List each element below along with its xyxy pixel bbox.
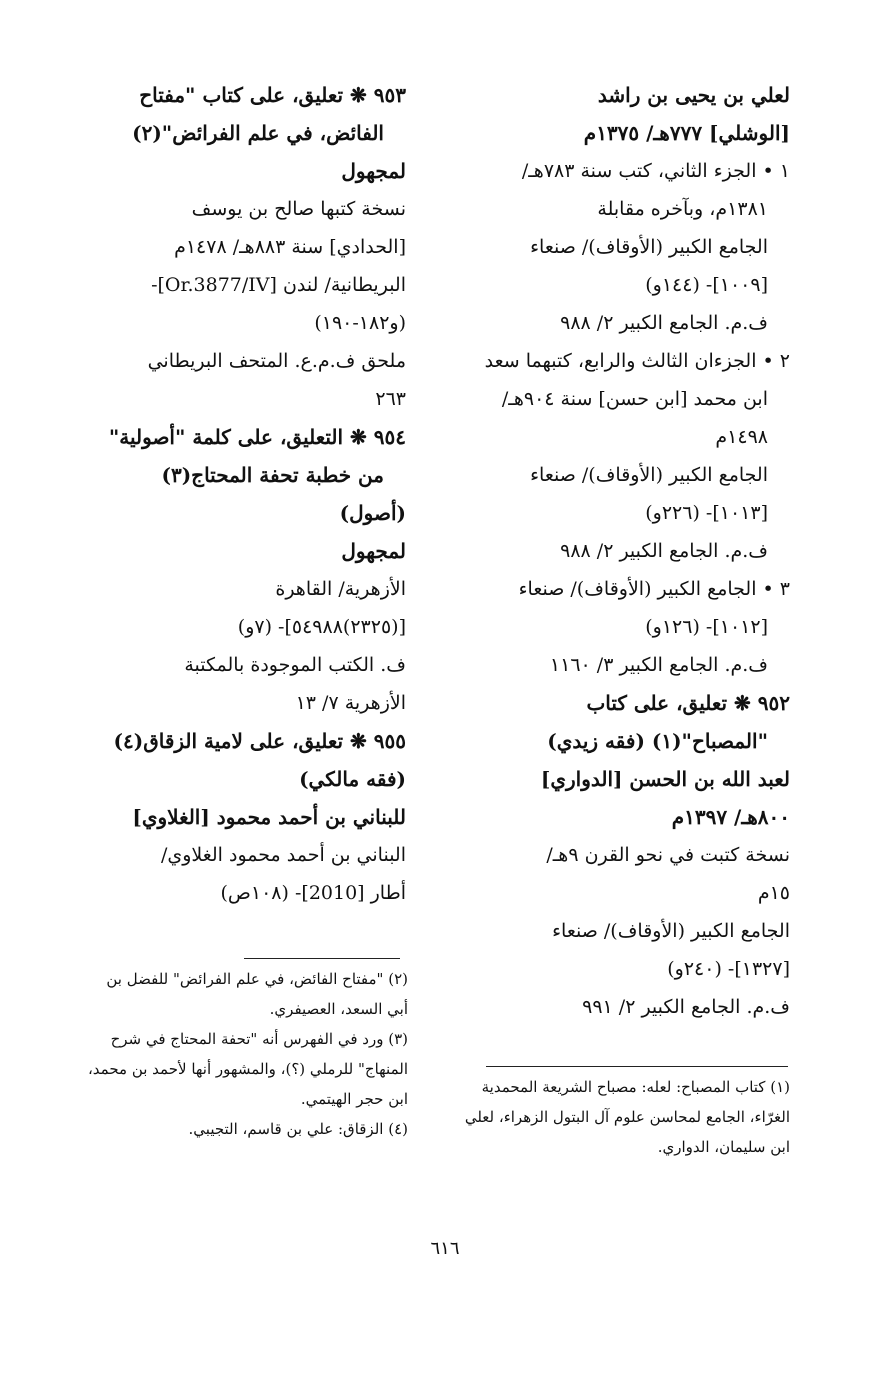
text-line: ٢٦٣ (375, 388, 406, 410)
text-line: [١٣٢٧]- (٢٤٠و) (667, 958, 790, 980)
footnote-divider-left (244, 958, 400, 959)
text-line: (أصول) (339, 501, 406, 525)
left-column (56, 76, 406, 912)
text-line: لعبد الله بن الحسن [الدواري] (540, 767, 790, 791)
text-line: (و١٨٢-١٩٠) (314, 312, 406, 334)
text-line: ملحق ف.م.ع. المتحف البريطاني (147, 350, 406, 372)
text-line: ٢ • الجزءان الثالث والرابع، كتبهما سعد (484, 350, 790, 372)
footnote-line: الغرّاء، الجامع لمحاسن علوم آل البتول الزهراء، لعلي (464, 1108, 790, 1126)
text-line: الفائض، في علم الفرائض"(٢) (132, 121, 384, 145)
text-line: ابن محمد [ابن حسن] سنة ٩٠٤هـ/ (501, 388, 768, 410)
text-line: [الحدادي] سنة ٨٨٣هـ/ ١٤٧٨م (174, 236, 406, 258)
footnote-line: (٢) "مفتاح الفائض، في علم الفرائض" للفضل بن (106, 970, 408, 988)
text-line: ١٣٨١م، وبآخره مقابلة (597, 198, 768, 220)
text-line: (فقه مالكي) (299, 767, 406, 791)
footnote-line: ابن حجر الهيتمي. (300, 1090, 408, 1108)
text-line: [١٠٠٩]- (١٤٤و) (645, 274, 768, 296)
text-line: نسخة كتبها صالح بن يوسف (191, 198, 406, 220)
text-line: الجامع الكبير (الأوقاف)/ صنعاء (530, 236, 768, 258)
text-line: ف.م. الجامع الكبير ٢/ ٩٨٨ (560, 312, 768, 334)
footnote-line: (٣) ورد في الفهرس أنه "تحفة المحتاج في شرح (110, 1030, 408, 1048)
text-line: أطار [2010]- (١٠٨ص) (220, 882, 406, 904)
text-line: من خطبة تحفة المحتاج(٣) (161, 463, 384, 487)
text-line: ٨٠٠هـ/ ١٣٩٧م (671, 805, 790, 829)
footnote-line: ابن سليمان، الدواري. (657, 1138, 790, 1156)
page-number: ٦١٦ (430, 1238, 460, 1259)
footnote-line: (٤) الزقاق: علي بن قاسم، التجيبي. (188, 1120, 408, 1138)
text-line: ١ • الجزء الثاني، كتب سنة ٧٨٣هـ/ (521, 160, 790, 182)
text-line: "المصباح"(١) (فقه زيدي) (547, 729, 768, 753)
text-line: ٩٥٥ ❋ تعليق، على لامية الزقاق(٤) (113, 729, 406, 753)
text-line: ٩٥٤ ❋ التعليق، على كلمة "أصولية" (108, 425, 406, 449)
footnote-divider-right (486, 1066, 788, 1067)
footnotes-right (448, 1072, 790, 1162)
text-line: للبناني بن أحمد محمود [الغلاوي] (132, 805, 406, 829)
text-line: [١٠١٣]- (٢٢٦و) (645, 502, 768, 524)
text-line: لمجهول (341, 539, 406, 563)
text-line: لعلي بن يحيى بن راشد (597, 83, 790, 107)
text-line: [(٢٣٢٥)٥٤٩٨٨]- (٧و) (237, 616, 406, 638)
text-line: ٣ • الجامع الكبير (الأوقاف)/ صنعاء (518, 578, 790, 600)
text-line: نسخة كتبت في نحو القرن ٩هـ/ (546, 844, 790, 866)
text-line: ٩٥٣ ❋ تعليق، على كتاب "مفتاح (139, 83, 406, 107)
text-line: ٩٥٢ ❋ تعليق، على كتاب (586, 691, 790, 715)
text-line: ف.م. الجامع الكبير ٢/ ٩٨٨ (560, 540, 768, 562)
text-line: الجامع الكبير (الأوقاف)/ صنعاء (530, 464, 768, 486)
footnote-line: أبي السعد، العصيفري. (269, 1000, 408, 1018)
text-line: ف.م. الجامع الكبير ٢/ ٩٩١ (582, 996, 790, 1018)
text-line: [الوشلي] ٧٧٧هـ/ ١٣٧٥م (583, 121, 790, 145)
text-line: البناني بن أحمد محمود الغلاوي/ (160, 844, 406, 866)
right-column (448, 76, 790, 1026)
text-line: البريطانية/ لندن [Or.3877/IV]- (151, 274, 406, 296)
text-line: الأزهرية ٧/ ١٣ (295, 692, 406, 714)
text-line: [١٠١٢]- (١٢٦و) (645, 616, 768, 638)
text-line: ١٤٩٨م (715, 426, 768, 448)
footnote-line: (١) كتاب المصباح: لعله: مصباح الشريعة المحمدية (481, 1078, 790, 1096)
text-line: ف.م. الجامع الكبير ٣/ ١١٦٠ (549, 654, 768, 676)
footnotes-left (56, 964, 408, 1144)
text-line: ١٥م (757, 882, 790, 904)
footnote-line: المنهاج" للرملي (؟)، والمشهور أنها لأحمد بن محمد، (87, 1060, 408, 1078)
text-line: الأزهرية/ القاهرة (275, 578, 406, 600)
text-line: ف. الكتب الموجودة بالمكتبة (184, 654, 406, 676)
text-line: الجامع الكبير (الأوقاف)/ صنعاء (552, 920, 790, 942)
text-line: لمجهول (341, 159, 406, 183)
